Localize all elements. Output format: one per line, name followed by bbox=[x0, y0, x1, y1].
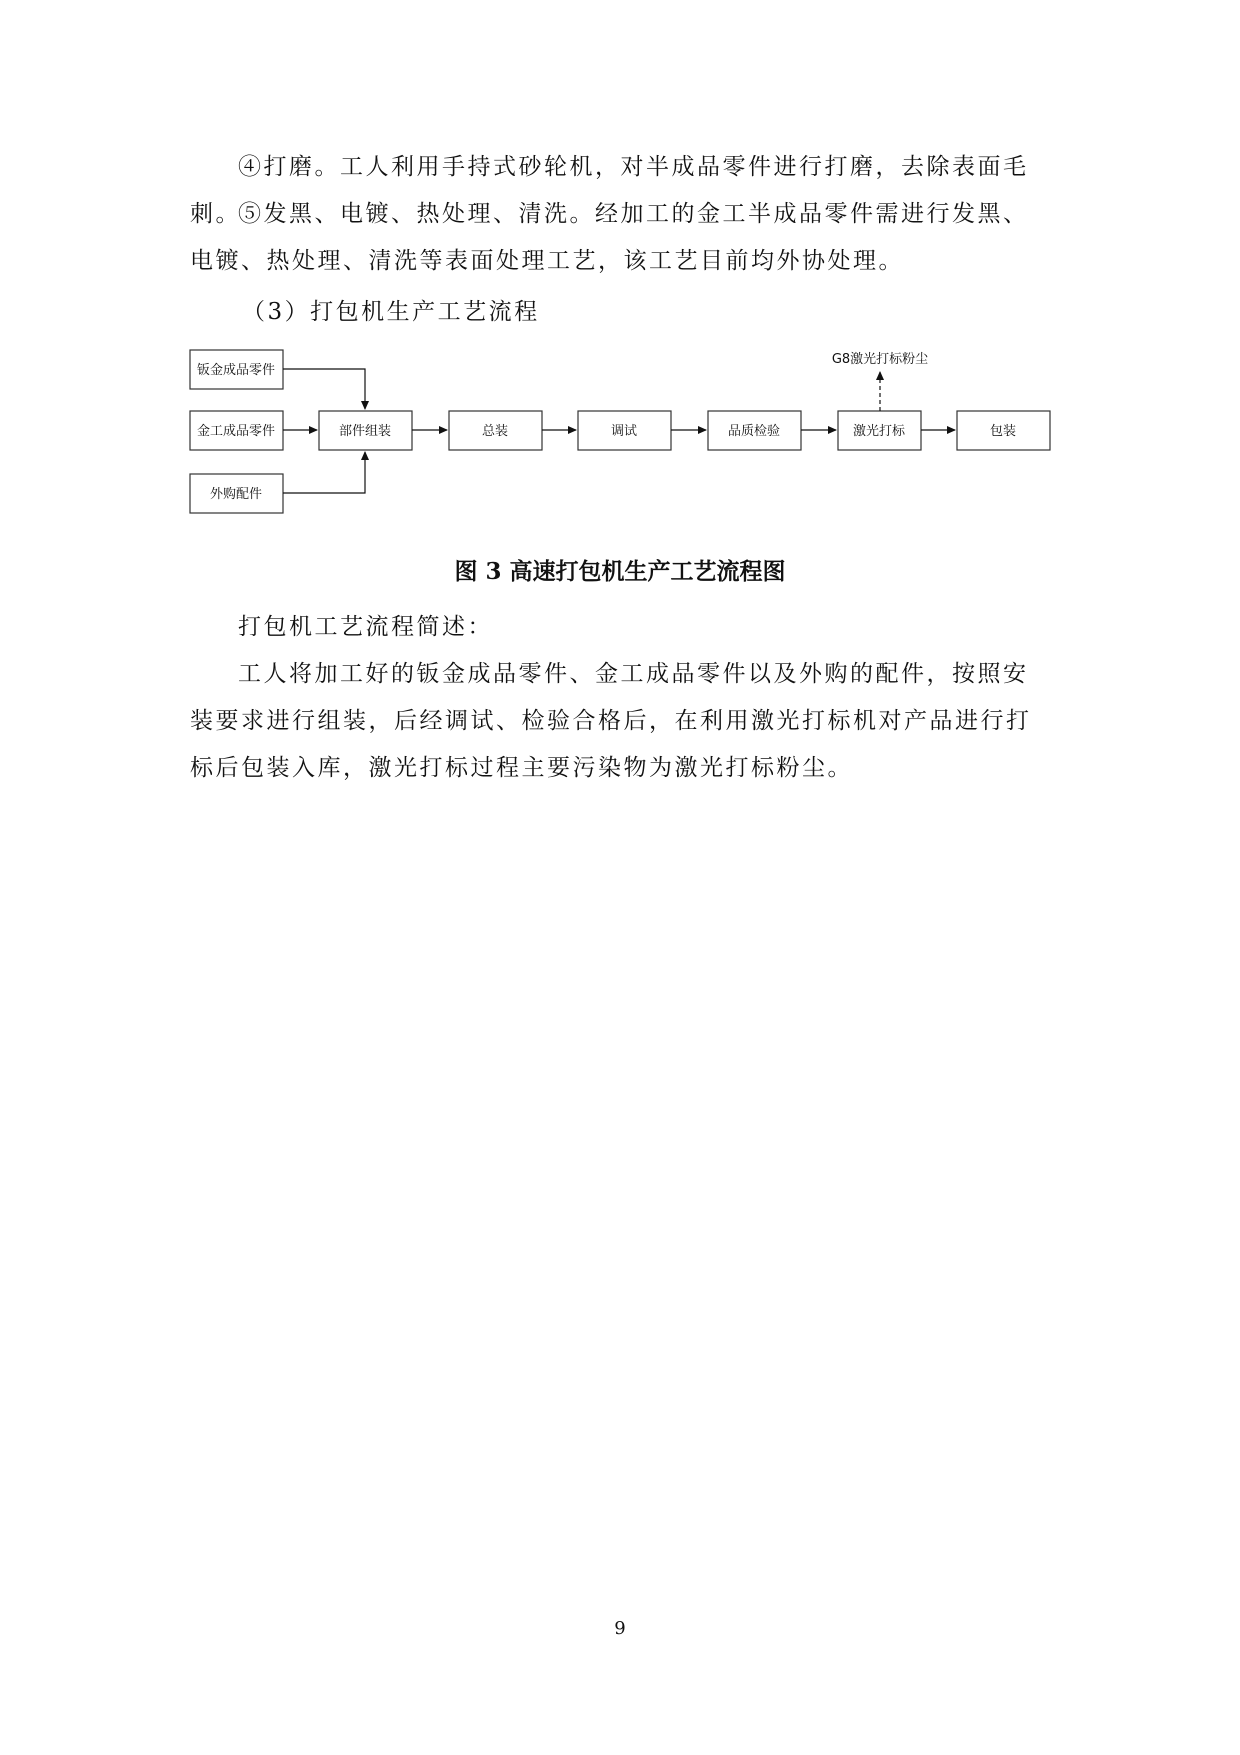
arrow-sheet-metal-to-subassembly bbox=[283, 369, 365, 409]
node-machined-parts-label: 金工成品零件 bbox=[196, 424, 276, 439]
paragraph-process-description: 工人将加工好的钣金成品零件、金工成品零件以及外购的配件，按照安装要求进行组装，后经调试、检验合格后，在利用激光打标机对产品进行打标后包装入库，激光打标过程主要污染物为激光打标粉尘。 bbox=[190, 661, 1032, 781]
node-debugging bbox=[578, 411, 671, 450]
node-quality-inspection bbox=[708, 411, 801, 450]
node-laser-marking bbox=[838, 411, 921, 450]
process-flow-diagram bbox=[0, 0, 1240, 540]
arrow-purchased-to-subassembly bbox=[283, 452, 365, 493]
node-quality-inspection-label: 品质检验 bbox=[727, 424, 781, 439]
node-purchased-parts bbox=[190, 474, 283, 513]
paragraph-surface-treatment: ⑤发黑、电镀、热处理、清洗。经加工的金工半成品零件需进行发黑、电镀、热处理、清洗等表面处理工艺，该工艺目前均外协处理。 bbox=[190, 201, 1029, 274]
node-subassembly-label: 部件组装 bbox=[338, 424, 392, 439]
page-number: 9 bbox=[614, 1618, 626, 1639]
node-packaging-label: 包装 bbox=[989, 424, 1017, 439]
node-purchased-parts-label: 外购配件 bbox=[209, 487, 263, 502]
node-subassembly bbox=[319, 411, 412, 450]
node-sheet-metal-parts bbox=[190, 350, 283, 389]
paragraph-process-summary-heading: 打包机工艺流程简述： bbox=[238, 614, 493, 640]
emission-label: G8激光打标粉尘 bbox=[831, 352, 929, 367]
node-final-assembly-label: 总装 bbox=[481, 424, 509, 439]
node-packaging bbox=[957, 411, 1050, 450]
node-final-assembly bbox=[449, 411, 542, 450]
paragraph-grinding: ④打磨。工人利用手持式砂轮机，对半成品零件进行打磨，去除表面毛刺。 bbox=[190, 154, 1029, 227]
node-laser-marking-label: 激光打标 bbox=[852, 424, 906, 439]
node-sheet-metal-parts-label: 钣金成品零件 bbox=[196, 363, 276, 378]
figure-caption: 图 3 高速打包机生产工艺流程图 bbox=[454, 558, 786, 585]
node-debugging-label: 调试 bbox=[610, 424, 638, 439]
node-machined-parts bbox=[190, 411, 283, 450]
section-heading: （3）打包机生产工艺流程 bbox=[242, 299, 540, 325]
